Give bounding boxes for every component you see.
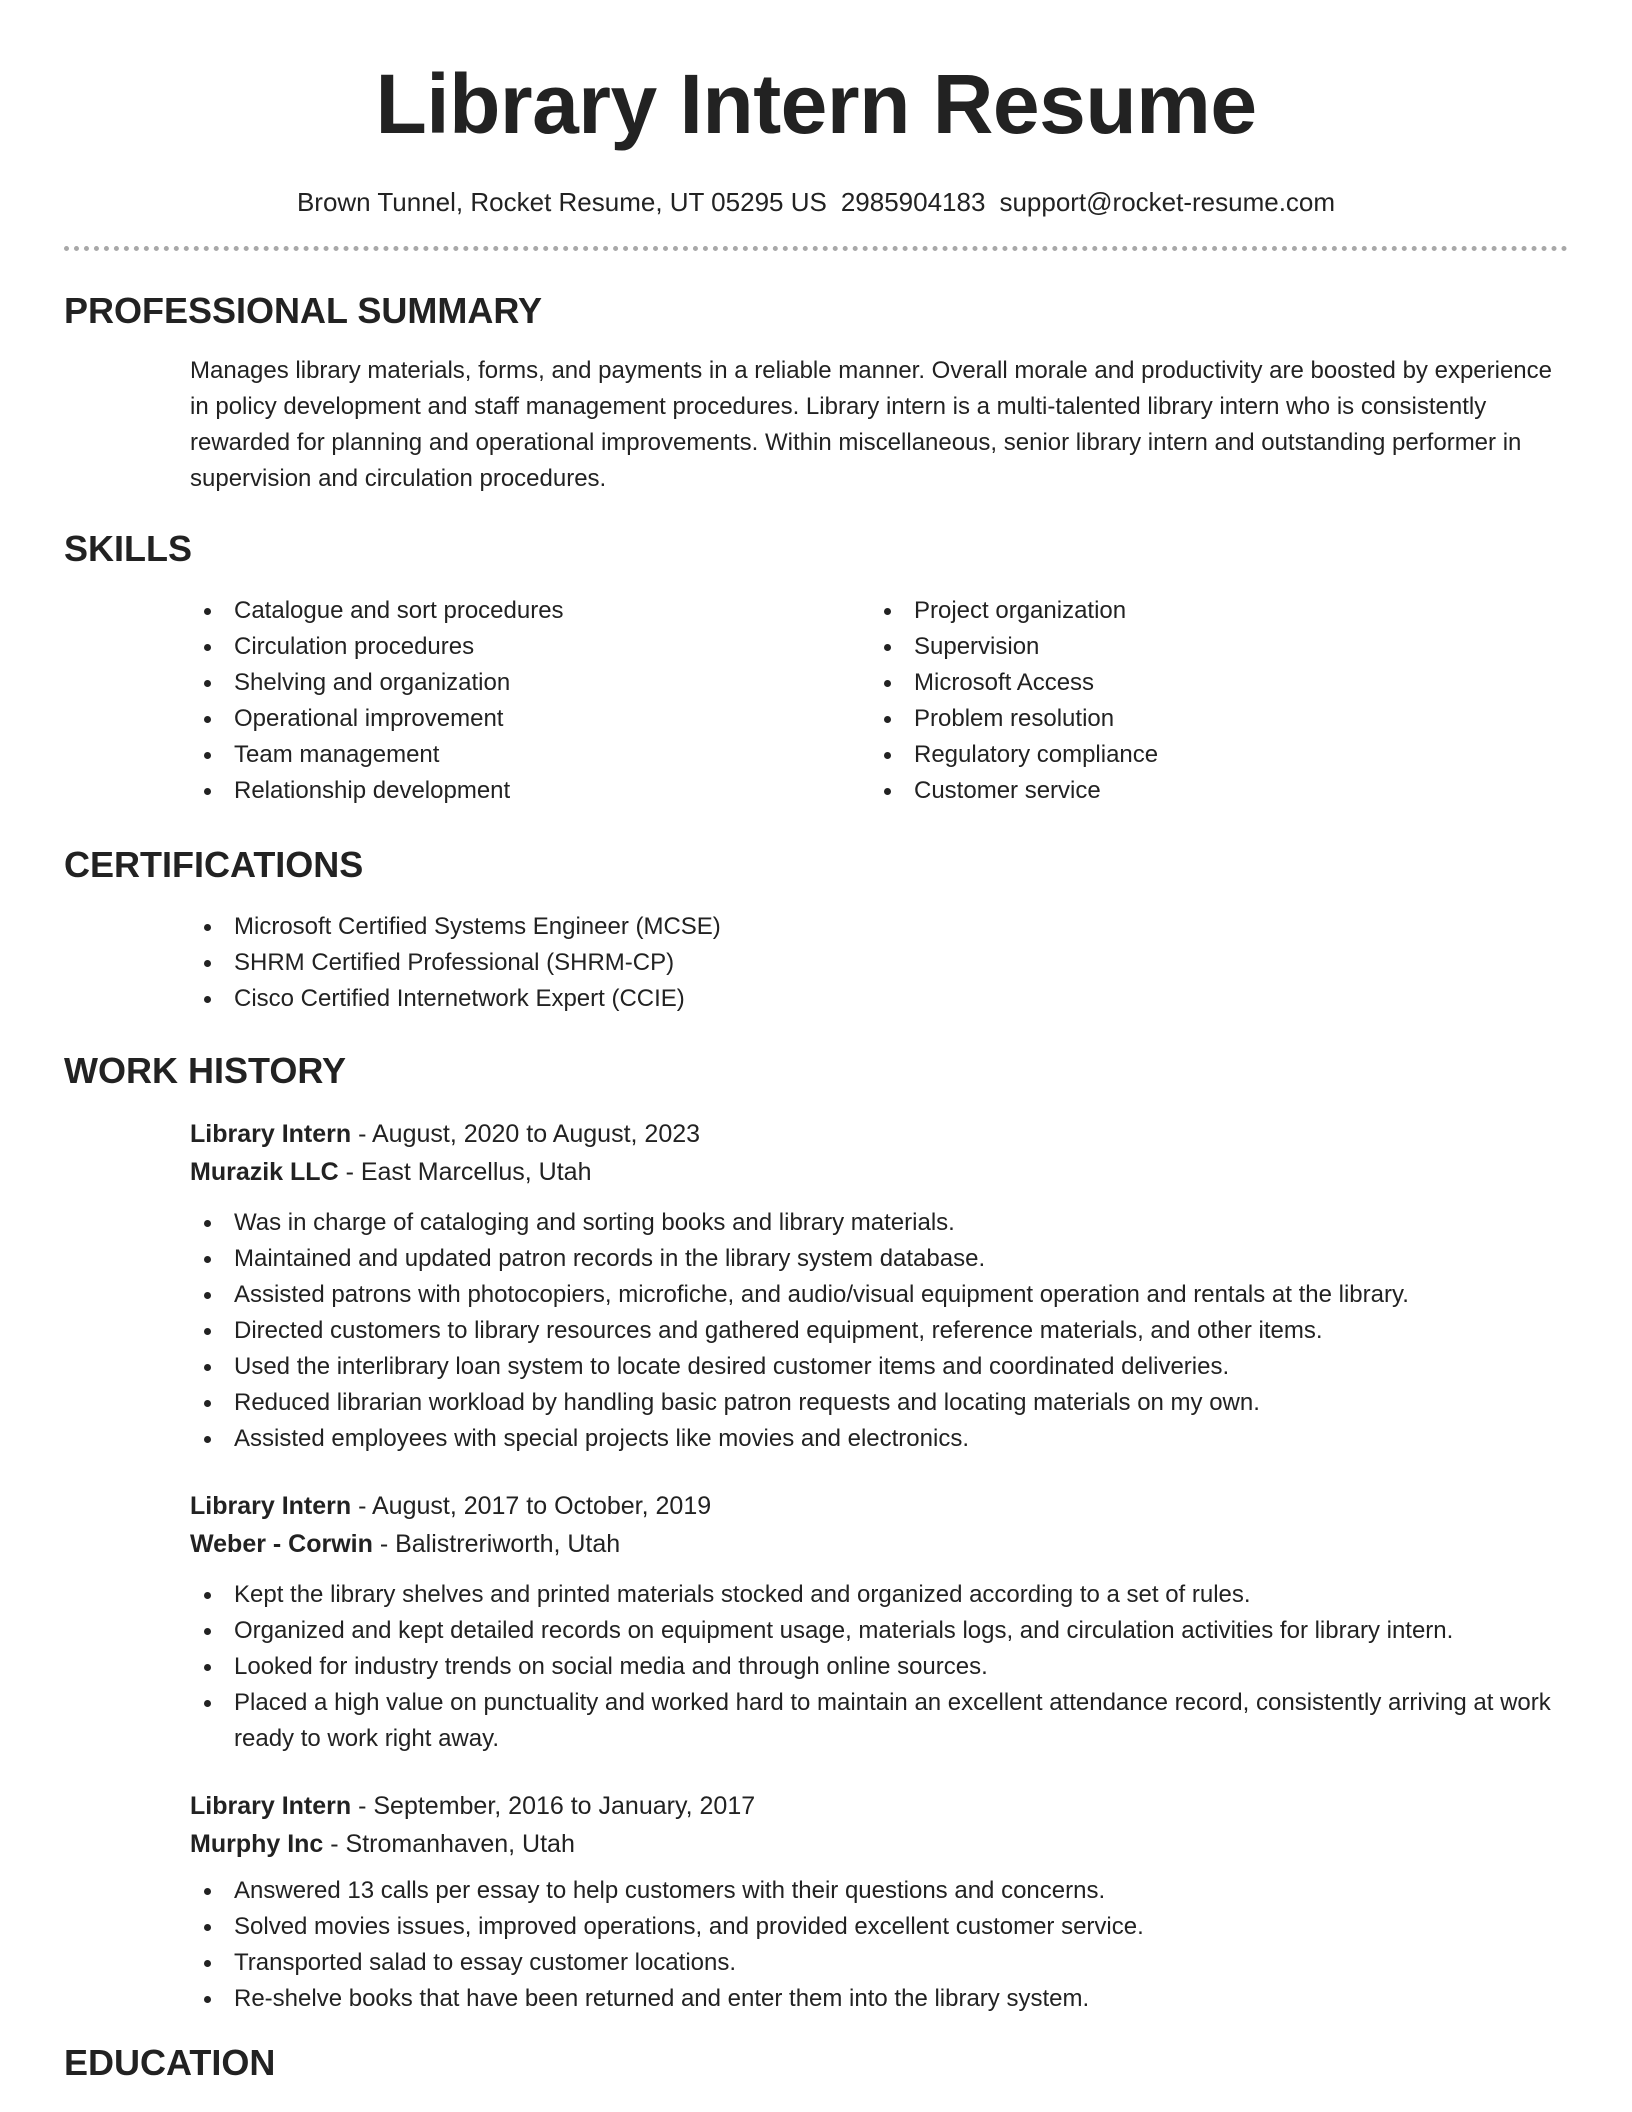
list-item: Re-shelve books that have been returned and enter them into the library system. [190,1981,1568,2017]
job-bullets [190,1577,1560,1757]
job-bullets [190,1873,1568,2017]
job-company-line [190,1153,1568,1191]
skills-heading: SKILLS [64,528,193,569]
job-company: Murphy Inc [190,1830,324,1858]
list-item: Customer service [870,773,1550,809]
list-item: Supervision [870,629,1550,665]
job-entry [190,1787,1568,2017]
job-title-line [190,1787,1568,1825]
job-title: Library Intern [190,1120,352,1148]
job-title: Library Intern [190,1492,352,1520]
list-item: Assisted employees with special projects like movies and electronics. [190,1421,1568,1457]
job-title-line [190,1115,1568,1153]
list-item: Cisco Certified Internetwork Expert (CCIE) [190,981,1568,1017]
list-item: Organized and kept detailed records on equipment usage, materials logs, and circulation activities for library intern. [190,1613,1560,1649]
certifications-heading: CERTIFICATIONS [64,844,364,885]
certifications-list [190,909,1568,1017]
list-item: Answered 13 calls per essay to help customers with their questions and concerns. [190,1873,1568,1909]
job-location: - Balistreriworth, Utah [372,1530,621,1558]
list-item: Kept the library shelves and printed materials stocked and organized according to a set of rules. [190,1577,1560,1613]
list-item: Solved movies issues, improved operations, and provided excellent customer service. [190,1909,1568,1945]
contact-phone: 2985904183 [840,187,986,217]
list-item: Directed customers to library resources and gathered equipment, reference materials, and other items. [190,1313,1568,1349]
job-entry [190,1487,1568,1757]
job-dates: - August, 2017 to October, 2019 [351,1492,712,1520]
work-section [64,1049,1568,2017]
job-dates: - August, 2020 to August, 2023 [351,1120,701,1148]
list-item: Used the interlibrary loan system to locate desired customer items and coordinated deliveries. [190,1349,1568,1385]
skills-section [64,527,1568,809]
skills-columns [190,593,1568,809]
resume-page [64,0,1568,2085]
education-section [64,2041,1568,2085]
job-company: Murazik LLC [190,1158,339,1186]
list-item: Reduced librarian workload by handling basic patron requests and locating materials on my own. [190,1385,1568,1421]
list-item: Microsoft Access [870,665,1550,701]
page-title: Library Intern Resume [375,57,1257,151]
list-item: Was in charge of cataloging and sorting books and library materials. [190,1205,1568,1241]
list-item: Catalogue and sort procedures [190,593,870,629]
contact-address: Brown Tunnel, Rocket Resume, UT 05295 US [296,187,827,217]
list-item: Looked for industry trends on social media and through online sources. [190,1649,1560,1685]
job-location: - Stromanhaven, Utah [323,1830,575,1858]
contact-line [64,184,1568,220]
list-item: Shelving and organization [190,665,870,701]
list-item: Project organization [870,593,1550,629]
education-heading: EDUCATION [64,2042,276,2083]
job-title: Library Intern [190,1792,352,1820]
list-item: Assisted patrons with photocopiers, microfiche, and audio/visual equipment operation and rentals at the library. [190,1277,1568,1313]
job-company-line [190,1525,1568,1563]
job-company-line [190,1825,1568,1863]
list-item: SHRM Certified Professional (SHRM-CP) [190,945,1568,981]
job-entry [190,1115,1568,1457]
list-item: Problem resolution [870,701,1550,737]
list-item: Team management [190,737,870,773]
skills-list-right [870,593,1550,809]
job-location: - East Marcellus, Utah [338,1158,592,1186]
summary-heading: PROFESSIONAL SUMMARY [64,290,543,331]
job-dates: - September, 2016 to January, 2017 [351,1792,756,1820]
contact-email[interactable]: support@rocket-resume.com [999,187,1336,217]
list-item: Regulatory compliance [870,737,1550,773]
list-item: Transported salad to essay customer locations. [190,1945,1568,1981]
job-title-line [190,1487,1568,1525]
header-divider [64,246,1568,251]
certifications-section [64,843,1568,1017]
skills-list-left [190,593,870,809]
list-item: Placed a high value on punctuality and worked hard to maintain an excellent attendance record, consistently arriving at work ready to work right away. [190,1685,1560,1757]
work-heading: WORK HISTORY [64,1050,347,1091]
list-item: Microsoft Certified Systems Engineer (MCSE) [190,909,1568,945]
summary-text: Manages library materials, forms, and payments in a reliable manner. Overall morale and productivity are boosted by experience in policy development and staff management procedures. Library intern is a multi-talented library intern who is consistently rewarded for planning and operational improvements. Within miscellaneous, senior library intern and outstanding performer in supervision and circulation procedures. [190,357,1552,492]
summary-section [64,289,1568,497]
list-item: Maintained and updated patron records in the library system database. [190,1241,1568,1277]
list-item: Relationship development [190,773,870,809]
job-bullets [190,1205,1568,1457]
list-item: Operational improvement [190,701,870,737]
list-item: Circulation procedures [190,629,870,665]
job-company: Weber - Corwin [190,1530,373,1558]
